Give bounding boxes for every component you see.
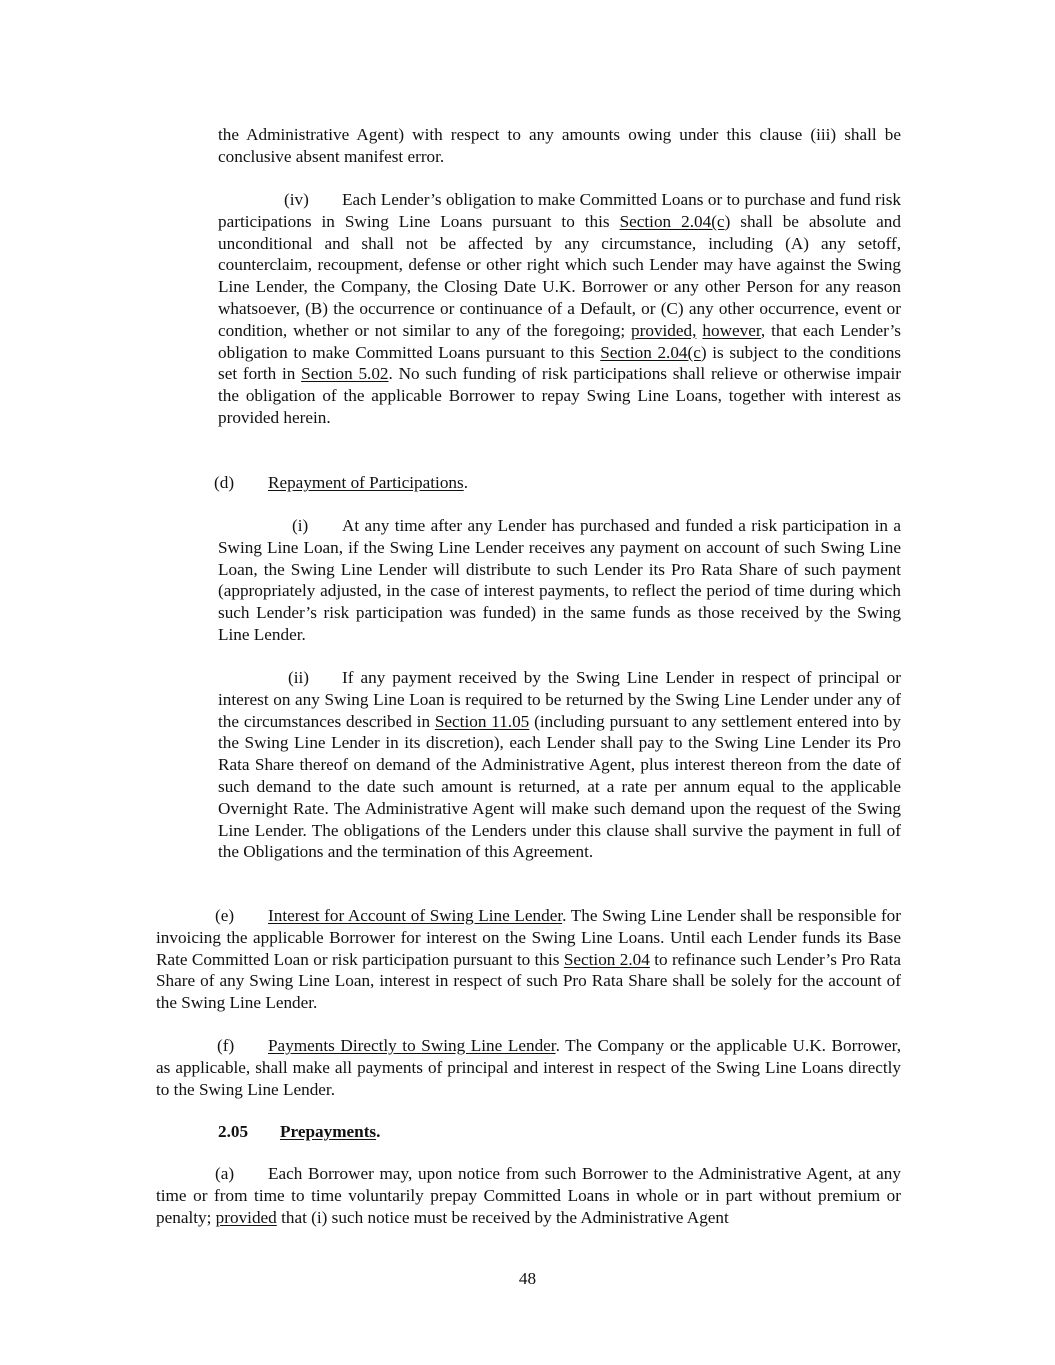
section-reference: Section 2.04(c	[619, 211, 725, 231]
clause-number: (i)	[292, 516, 309, 535]
clause-f: (f) Payments Directly to Swing Line Lender. The Company or the applicable U.K. Borrower, as applicable, shall make all payments of principal and interest in respect of the Swing Line Loans directly to the Swing Line Lender.	[156, 1036, 902, 1099]
clause-heading: Interest for Account of Swing Line Lender	[268, 906, 563, 925]
clause-e: (e) Interest for Account of Swing Line Lender. The Swing Line Lender shall be responsible for invoicing the applicable Borrower for interest on the Swing Line Loans. Until each Lender funds its Base Rate Committed Loan or risk participation pursuant to this Section 2.04 to refinance such Lender’s Pro Rata Share of any Swing Line Loan, interest in respect of such Pro Rata Share shall be solely for the account of the Swing Line Lender.	[156, 906, 901, 1013]
however-term: however	[702, 320, 761, 340]
clause-heading: Payments Directly to Swing Line Lender	[268, 1036, 556, 1055]
section-reference: Section 5.02	[301, 364, 389, 384]
clause-number: (f)	[217, 1036, 235, 1055]
section-title: Prepayments	[280, 1122, 377, 1141]
clause-d-ii: (ii) If any payment received by the Swing Line Lender in respect of principal or interest on any Swing Line Loan is required to be returned by the Swing Line Lender under any of the circumstances described in Section 11.05 (including pursuant to any settlement entered into by the Swing Line Lender in its discretion), each Lender shall pay to the Swing Line Lender its Pro Rata Share thereof on demand of the Administrative Agent, plus interest thereon from the date of such demand to the date such amount is returned, at a rate per annum equal to the applicable Overnight Rate. The Administrative Agent will make such demand upon the request of the Swing Line Lender. The obligations of the Lenders under this clause shall survive the payment in full of the Obligations and the termination of this Agreement.	[218, 668, 901, 862]
clause-iv: (iv) Each Lender’s obligation to make Committed Loans or to purchase and fund risk participations in Swing Line Loans pursuant to this Section 2.04(c) shall be absolute and unconditional and shall not be affected by any circumstance, including (A) any setoff, counterclaim, recoupment, defense or other right which such Lender may have against the Swing Line Lender, the Company, the Closing Date U.K. Borrower or any other Person for any reason whatsoever, (B) the occurrence or continuance of a Default, or (C) any other occurrence, event or condition, whether or not similar to any of the foregoing; provided, however, that each Lender’s obligation to make Committed Loans pursuant to this Section 2.04(c) is subject to the conditions set forth in Section 5.02. No such funding of risk participations shall relieve or otherwise impair the obligation of the applicable Borrower to repay Swing Line Loans, together with interest as provided herein.	[218, 190, 901, 427]
clause-number: (ii)	[288, 668, 309, 687]
clause-d-i: (i) At any time after any Lender has purchased and funded a risk participation in a Swing Line Loan, if the Swing Line Lender receives any payment on account of such Swing Line Loan, the Swing Line Lender will distribute to such Lender its Pro Rata Share of such payment (appropriately adjusted, in the case of interest payments, to reflect the period of time during which such Lender’s risk participation was funded) in the same funds as those received by the Swing Line Lender.	[218, 516, 901, 644]
section-reference: Section 11.05	[434, 711, 530, 731]
clause-d-heading: (d) Repayment of Participations.	[214, 473, 468, 492]
paragraph-continuation: the Administrative Agent) with respect to any amounts owing under this clause (iii) shall be conclusive absent manifest error.	[218, 125, 901, 166]
clause-a: (a) Each Borrower may, upon notice from such Borrower to the Administrative Agent, at any time or from time to time voluntarily prepay Committed Loans in whole or in part without premium or penalty; provided that (i) such notice must be received by the Administrative Agent	[156, 1164, 901, 1227]
clause-number: (e)	[215, 906, 235, 925]
page-number: 48	[518, 1269, 537, 1288]
section-2-05-heading: 2.05 Prepayments.	[218, 1122, 381, 1141]
clause-number: (a)	[215, 1164, 235, 1183]
clause-number: (d)	[214, 473, 235, 492]
provided-term: provided,	[631, 320, 697, 340]
provided-term: provided	[215, 1207, 277, 1227]
section-number: 2.05	[218, 1122, 249, 1141]
section-reference: Section 2.04	[563, 949, 650, 969]
clause-heading: Repayment of Participations	[268, 473, 464, 492]
section-reference: Section 2.04(c	[600, 342, 701, 362]
clause-number: (iv)	[284, 190, 309, 209]
